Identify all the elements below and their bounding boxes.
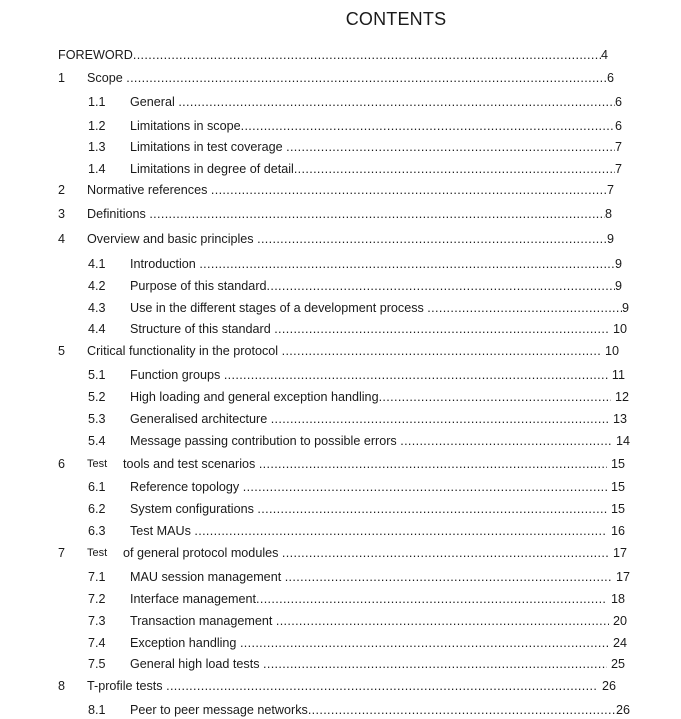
toc-entry-page-number: 9	[606, 232, 614, 246]
toc-entry-page-number: 6	[614, 119, 622, 133]
toc-entry-title: Function groups	[130, 368, 224, 382]
toc-entry-number: 4	[58, 232, 66, 246]
toc-entry[interactable]	[0, 277, 622, 295]
toc-entry[interactable]	[0, 655, 625, 673]
toc-entry-page-number: 15	[607, 457, 625, 471]
toc-entry[interactable]	[0, 160, 622, 178]
toc-entry[interactable]	[0, 93, 622, 111]
toc-entry-page-number: 12	[611, 390, 629, 404]
toc-entry-page-number: 26	[615, 703, 630, 717]
toc-entry-number: 5.3	[88, 412, 106, 426]
toc-entry-number: 6.1	[88, 480, 106, 494]
toc-entry[interactable]	[0, 410, 627, 428]
toc-entry-number: 4.2	[88, 279, 106, 293]
toc-entry-number: 4.4	[88, 322, 106, 336]
toc-entry[interactable]	[0, 342, 619, 360]
toc-entry-title: Limitations in test coverage	[130, 140, 287, 154]
toc-entry-number: 1.4	[88, 162, 106, 176]
toc-entry[interactable]	[0, 138, 622, 156]
toc-dot-leader	[282, 342, 602, 360]
toc-entry-number: 5.4	[88, 434, 106, 448]
toc-dot-leader	[126, 69, 607, 87]
toc-entry-title: Peer to peer message networks	[130, 703, 308, 717]
toc-entry-title: Generalised architecture	[130, 412, 271, 426]
toc-entry-page-number: 9	[614, 257, 622, 271]
toc-entry[interactable]	[0, 388, 629, 406]
toc-entry-number: 6	[58, 457, 66, 471]
document-title: CONTENTS	[345, 9, 447, 29]
toc-entry[interactable]	[0, 568, 630, 586]
toc-entry-number: 7	[58, 546, 66, 560]
toc-entry[interactable]	[0, 432, 630, 450]
toc-dot-leader	[271, 410, 610, 428]
toc-dot-leader	[240, 634, 610, 652]
toc-entry[interactable]	[0, 634, 627, 652]
toc-entry-title: Use in the different stages of a development process	[130, 301, 428, 315]
toc-entry-page-number: 17	[612, 570, 630, 584]
toc-entry[interactable]	[0, 320, 627, 338]
toc-entry-number: 5.2	[88, 390, 106, 404]
toc-entry[interactable]	[0, 117, 622, 135]
toc-entry-page-number: 9	[614, 279, 622, 293]
toc-entry-page-number: 18	[607, 592, 625, 606]
toc-dot-leader	[257, 500, 607, 518]
toc-entry-title: MAU session management	[130, 570, 285, 584]
toc-entry-number: 6.3	[88, 524, 106, 538]
toc-dot-leader	[267, 277, 615, 295]
toc-dot-leader	[285, 568, 613, 586]
toc-entry-page-number: 6	[606, 71, 614, 85]
toc-entry-page-number: 10	[601, 344, 619, 358]
toc-entry-number: 7.1	[88, 570, 106, 584]
toc-entry-title: Structure of this standard	[130, 322, 275, 336]
toc-entry-title: Limitations in scope	[130, 119, 241, 133]
toc-dot-leader	[241, 117, 615, 135]
toc-entry-title: Transaction management	[130, 614, 276, 628]
toc-dot-leader	[282, 544, 610, 562]
toc-entry-page-number: 17	[609, 546, 627, 560]
toc-entry-title: T-profile tests	[87, 679, 167, 693]
toc-entry[interactable]	[0, 230, 614, 248]
toc-entry-number: 1.1	[88, 95, 106, 109]
toc-entry-page-number: 10	[609, 322, 627, 336]
toc-dot-leader	[276, 612, 610, 630]
toc-dot-leader	[166, 677, 598, 695]
toc-entry[interactable]	[0, 701, 630, 719]
toc-entry-label-prefix: Test	[87, 458, 108, 470]
toc-entry-number: 8	[58, 679, 66, 693]
toc-entry-title: System configurations	[130, 502, 258, 516]
toc-entry[interactable]	[0, 255, 622, 273]
toc-entry-page-number: 6	[614, 95, 622, 109]
toc-dot-leader	[400, 432, 612, 450]
toc-entry[interactable]	[0, 455, 625, 473]
toc-entry[interactable]	[0, 299, 629, 317]
toc-entry-title: of general protocol modules	[123, 546, 282, 560]
toc-dot-leader	[194, 522, 607, 540]
toc-entry-title: Purpose of this standard	[130, 279, 267, 293]
toc-entry[interactable]	[0, 590, 625, 608]
toc-entry-title: Exception handling	[130, 636, 240, 650]
toc-entry[interactable]	[0, 366, 625, 384]
toc-dot-leader	[149, 205, 605, 223]
toc-entry[interactable]	[0, 500, 625, 518]
toc-dot-leader	[263, 655, 607, 673]
toc-entry-title: Normative references	[87, 183, 211, 197]
toc-entry-number: 1.2	[88, 119, 106, 133]
toc-entry-number: 7.4	[88, 636, 106, 650]
toc-dot-leader	[308, 701, 616, 719]
toc-dot-leader	[178, 93, 615, 111]
toc-entry-number: 4.1	[88, 257, 106, 271]
toc-entry-title: Message passing contribution to possible errors	[130, 434, 401, 448]
toc-entry-title: Limitations in degree of detail	[130, 162, 294, 176]
toc-entry-title: Critical functionality in the protocol	[87, 344, 282, 358]
toc-entry[interactable]	[0, 69, 614, 87]
toc-dot-leader	[274, 320, 609, 338]
toc-entry-page-number: 16	[607, 524, 625, 538]
toc-dot-leader	[133, 46, 601, 64]
toc-entry-title: FOREWORD	[58, 48, 133, 62]
toc-entry[interactable]	[0, 677, 616, 695]
toc-entry-page-number: 15	[607, 480, 625, 494]
toc-entry-title: Scope	[87, 71, 127, 85]
toc-entry-title: Overview and basic principles	[87, 232, 258, 246]
toc-entry-page-number: 15	[607, 502, 625, 516]
toc-entry-title: General high load tests	[130, 657, 264, 671]
toc-dot-leader	[259, 455, 608, 473]
toc-entry-number: 1	[58, 71, 66, 85]
toc-entry-number: 2	[58, 183, 66, 197]
toc-entry-number: 7.3	[88, 614, 106, 628]
toc-entry-page-number: 11	[608, 368, 625, 382]
toc-entry-page-number: 24	[609, 636, 627, 650]
toc-entry-title: High loading and general exception handling	[130, 390, 379, 404]
toc-entry-page-number: 7	[614, 140, 622, 154]
toc-entry-title: Definitions	[87, 207, 150, 221]
toc-entry-title: Introduction	[130, 257, 200, 271]
toc-dot-leader	[211, 181, 607, 199]
toc-dot-leader	[379, 388, 612, 406]
toc-entry-number: 6.2	[88, 502, 106, 516]
toc-entry-page-number: 13	[609, 412, 627, 426]
toc-entry-page-number: 7	[606, 183, 614, 197]
toc-entry-number: 8.1	[88, 703, 106, 717]
toc-entry[interactable]	[0, 612, 627, 630]
toc-dot-leader	[286, 138, 615, 156]
toc-entry-page-number: 26	[598, 679, 616, 693]
toc-entry-page-number: 14	[612, 434, 630, 448]
toc-dot-leader	[257, 230, 607, 248]
toc-entry-label-prefix: Test	[87, 547, 108, 559]
toc-entry-title: General	[130, 95, 179, 109]
toc-dot-leader	[294, 160, 615, 178]
toc-entry-page-number: 20	[609, 614, 627, 628]
toc-entry-page-number: 7	[614, 162, 622, 176]
toc-entry-title: tools and test scenarios	[123, 457, 259, 471]
toc-entry-number: 1.3	[88, 140, 106, 154]
toc-entry-number: 5	[58, 344, 66, 358]
toc-dot-leader	[199, 255, 615, 273]
toc-entry-page-number: 4	[600, 48, 608, 62]
toc-entry[interactable]	[0, 478, 625, 496]
toc-dot-leader	[224, 366, 609, 384]
toc-entry-number: 7.5	[88, 657, 106, 671]
toc-entry-title: Test MAUs	[130, 524, 195, 538]
toc-entry-title: Interface management	[130, 592, 257, 606]
toc-entry-number: 5.1	[88, 368, 106, 382]
toc-entry[interactable]	[0, 205, 612, 223]
toc-entry[interactable]	[0, 46, 608, 64]
toc-entry-page-number: 8	[604, 207, 612, 221]
toc-entry-number: 7.2	[88, 592, 106, 606]
toc-entry[interactable]	[0, 181, 614, 199]
toc-entry[interactable]	[0, 522, 625, 540]
toc-entry-number: 4.3	[88, 301, 106, 315]
toc-entry-title: Reference topology	[130, 480, 243, 494]
toc-dot-leader	[243, 478, 608, 496]
toc-entry-page-number: 9	[621, 301, 629, 315]
toc-dot-leader	[256, 590, 607, 608]
toc-dot-leader	[427, 299, 622, 317]
toc-entry-number: 3	[58, 207, 66, 221]
toc-entry[interactable]	[0, 544, 627, 562]
toc-entry-page-number: 25	[607, 657, 625, 671]
